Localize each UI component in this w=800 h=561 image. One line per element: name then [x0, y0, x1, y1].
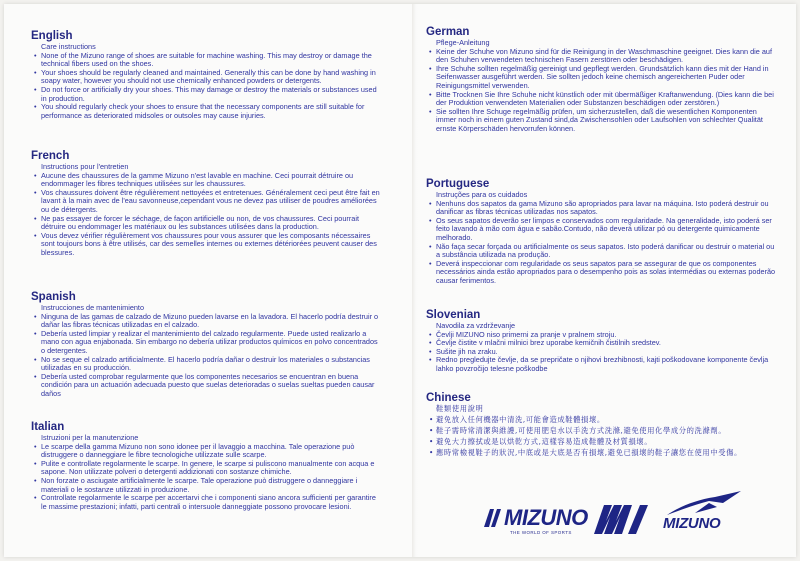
- section-german: [426, 26, 776, 134]
- instruction-item: • Debería usted limpiar y realizar el mantenimiento del calzado regularmente. Puede usted realizarlo a mano con agua enjabonada. Sin embargo no debería utilizar productos químicos en polvo concentrados o detergentes.: [31, 330, 383, 356]
- instruction-item: • Debería usted comprobar regularmente que los componentes necesarios se encuentran en buena condición para un actuación adecuada puesto que suelas deterioradas o suelas sueltas pueden causar daños: [31, 373, 383, 399]
- instruction-list: [31, 52, 383, 121]
- section-subtitle: Istruzioni per la manutenzione: [41, 433, 139, 442]
- logo-text: MIZUNO: [504, 505, 588, 530]
- section-english: [31, 30, 383, 120]
- instruction-item: • Ninguna de las gamas de calzado de Mizuno pueden lavarse en la lavadora. El hacerlo podría destruir o dañar las fibras técnicas utilizadas en el calzado.: [31, 313, 383, 330]
- page-fold: [412, 4, 418, 557]
- instruction-item: • Čevlji MIZUNO niso primerni za pranje v pralnem stroju.: [426, 331, 776, 340]
- instruction-item: • Sušite jih na zraku.: [426, 348, 776, 357]
- instruction-item: • You should regularly check your shoes to ensure that the necessary components are still suitable for performance as deteriorated midsoles or outsoles may cause injuries.: [31, 103, 383, 120]
- instruction-item: • Deverá inspeccionar com regularidade os seus sapatos para se assegurar de que os componentes necessários ainda estão apropriados para o desempenho pois as solas intermédias ou externas poderão causar ferimentos.: [426, 260, 776, 286]
- instruction-list: [426, 48, 776, 134]
- instruction-item: • Your shoes should be regularly cleaned and maintained. Generally this can be done by hand washing in soapy water, however you should not use chemically enhanced powders or detergents.: [31, 69, 383, 86]
- section-subtitle: Instruções para os cuidados: [436, 190, 528, 199]
- instruction-item: • Čevlje čistite v mlačni milnici brez uporabe kemičnih čistilnih sredstev.: [426, 339, 776, 348]
- care-leaflet: [4, 4, 796, 557]
- instruction-item: • Keine der Schuhe von Mizuno sind für die Reinigung in der Waschmaschine geeignet. Dies kann die auf den Schuhen verwendeten technischen Fasern zerstören oder beschädigen.: [426, 48, 776, 65]
- section-subtitle: Instrucciones de mantenimiento: [41, 303, 145, 312]
- instruction-item: • 避免大力擦拭或是以烘乾方式,這樣容易造成鞋體及材質損壞。: [426, 436, 776, 447]
- instruction-item: • Bitte Trocknen Sie Ihre Schuhe nicht künstlich oder mit übermäßiger Kraftanwendung. (Dies kann die bei der Produktion verwendeten Materialien oder Substanzen beschädigen oder zerstören.): [426, 91, 776, 108]
- instruction-item: • Controllate regolarmente le scarpe per accertarvi che i componenti siano ancora sufficienti per garantire le massime prestazioni; infatti, parti centrali o intersuole danneggiate possono provocare lesioni.: [31, 494, 383, 511]
- section-title: French: [31, 150, 70, 162]
- section-title: English: [31, 30, 73, 42]
- section-subtitle: Care instructions: [41, 42, 96, 51]
- logo-tagline: THE WORLD OF SPORTS: [510, 530, 572, 535]
- section-subtitle: Navodila za vzdrževanje: [436, 321, 516, 330]
- instruction-item: • 應時常檢視鞋子的狀況,中底或是大底是否有損壞,避免已損壞的鞋子讓您在使用中受傷。: [426, 447, 776, 458]
- mizuno-runbird-logo: [659, 491, 749, 541]
- instruction-list: [426, 331, 776, 374]
- instruction-item: • 避免放入任何機器中清洗,可能會造成鞋體損壞。: [426, 414, 776, 425]
- section-spanish: [31, 291, 383, 399]
- section-french: [31, 150, 383, 258]
- instruction-list: [31, 443, 383, 512]
- instruction-item: • Do not force or artificially dry your shoes. This may damage or destroy the materials or substances used in production.: [31, 86, 383, 103]
- instruction-item: • Non forzate o asciugate artificialmente le scarpe. Tale operazione può distruggere o danneggiare i materiali o le sostanze utilizzati in produzione.: [31, 477, 383, 494]
- instruction-item: • Ihre Schuhe sollten regelmäßig gereinigt und gepflegt werden. Grundsätzlich kann dies mit der Hand in Seifenwasser ausgeführt werden. Sie sollten jedoch keine chemisch angereicherten Puder oder Reinigungsmittel verwenden.: [426, 65, 776, 91]
- instruction-list: [426, 200, 776, 286]
- section-title: Italian: [31, 421, 65, 433]
- logo-text: MIZUNO: [663, 515, 721, 532]
- section-subtitle: 鞋類使用說明: [436, 404, 484, 413]
- instruction-item: • 鞋子需時常清潔與維護,可使用肥皂水以手洗方式洗滌,避免使用化學成分的洗滌劑。: [426, 425, 776, 436]
- instruction-item: • Vous devez vérifier régulièrement vos chaussures pour vous assurer que les composants nécessaires sont toujours bons à être utilisés, car des semelles internes ou externes détériorées peuvent causer des blessures.: [31, 232, 383, 258]
- instruction-item: • Nenhuns dos sapatos da gama Mizuno são apropriados para lavar na máquina. Isto poderá destruir ou danificar as fibras técnicas utilizadas nos sapatos.: [426, 200, 776, 217]
- instruction-item: • Pulite e controllate regolarmente le scarpe. In genere, le scarpe si puliscono manualmente con acqua e sapone. Non utilizzate polveri o detergenti addizionati con sostanze chimiche.: [31, 460, 383, 477]
- instruction-item: • No se seque el calzado artificialmente. El hacerlo podría dañar o destruir los materiales o substancias utilizadas en su producción.: [31, 356, 383, 373]
- section-subtitle: Pflege-Anleitung: [436, 38, 490, 47]
- section-subtitle: Instructions pour l'entretien: [41, 162, 129, 171]
- section-slovenian: [426, 309, 776, 374]
- instruction-item: • Le scarpe della gamma Mizuno non sono idonee per il lavaggio a macchina. Tale operazione può distruggere o danneggiare le fibre tecnologiche utilizzate sulle scarpe.: [31, 443, 383, 460]
- instruction-item: • Vos chaussures doivent être régulièrement nettoyées et entretenues. Généralement ceci peut être fait en lavant à la main avec de l'eau savonneuse,cependant vous ne devez pas utiliser de poudres améliorées ou de détergents.: [31, 189, 383, 215]
- section-portuguese: [426, 178, 776, 286]
- instruction-list: [31, 313, 383, 399]
- section-chinese: [426, 392, 776, 458]
- section-italian: [31, 421, 383, 511]
- mizuno-mark-icon: [482, 507, 506, 529]
- instruction-item: • None of the Mizuno range of shoes are suitable for machine washing. This may destroy or damage the technical fibers used on the shoes.: [31, 52, 383, 69]
- section-title: Portuguese: [426, 178, 490, 190]
- section-title: Spanish: [31, 291, 76, 303]
- instruction-item: • Sie sollten Ihre Schuge regelmäßig prüfen, um sicherzustellen, daß die wesentlichen Komponenten immer noch in einem guten Zustand sind,da Zwischensohlen oder Laufsohlen von schlechter Qualität ernste Körperschäden hervorrufen können.: [426, 108, 776, 134]
- runbird-swoosh-icon: [665, 491, 745, 517]
- instruction-item: • Os seus sapatos deverão ser limpos e conservados com regularidade. Na generalidade, isto poderá ser feito lavando à mão com água e sabão.Contudo, não deverá utilizar pó ou detergente quimicamente melhorado.: [426, 217, 776, 243]
- brand-logos: [474, 491, 784, 541]
- instruction-item: • Redno pregledujte čevlje, da se prepričate o njihovi brezhibnosti, kajti poškodovane komponente čevlja lahko povzročijo telesne poškodbe: [426, 356, 776, 373]
- section-title: Slovenian: [426, 309, 481, 321]
- instruction-list: [426, 414, 776, 458]
- instruction-item: • Aucune des chaussures de la gamme Mizuno n'est lavable en machine. Ceci pourrait détruire ou endommager les fibres techniques utilisées sur les chaussures.: [31, 172, 383, 189]
- section-title: German: [426, 26, 470, 38]
- section-title: Chinese: [426, 392, 471, 404]
- runbird-logo-icon: [592, 501, 650, 535]
- instruction-list: [31, 172, 383, 258]
- mizuno-wordmark-logo: [482, 505, 588, 539]
- instruction-item: • Ne pas essayer de forcer le séchage, de façon artificielle ou non, de vos chaussures. Ceci pourrait détruire ou endommager les matériaux ou les substances utilisées dans la production.: [31, 215, 383, 232]
- instruction-item: • Não faça secar forçada ou artificialmente os seus sapatos. Isto poderá danificar ou destruir o material ou a substância utilizada na produção.: [426, 243, 776, 260]
